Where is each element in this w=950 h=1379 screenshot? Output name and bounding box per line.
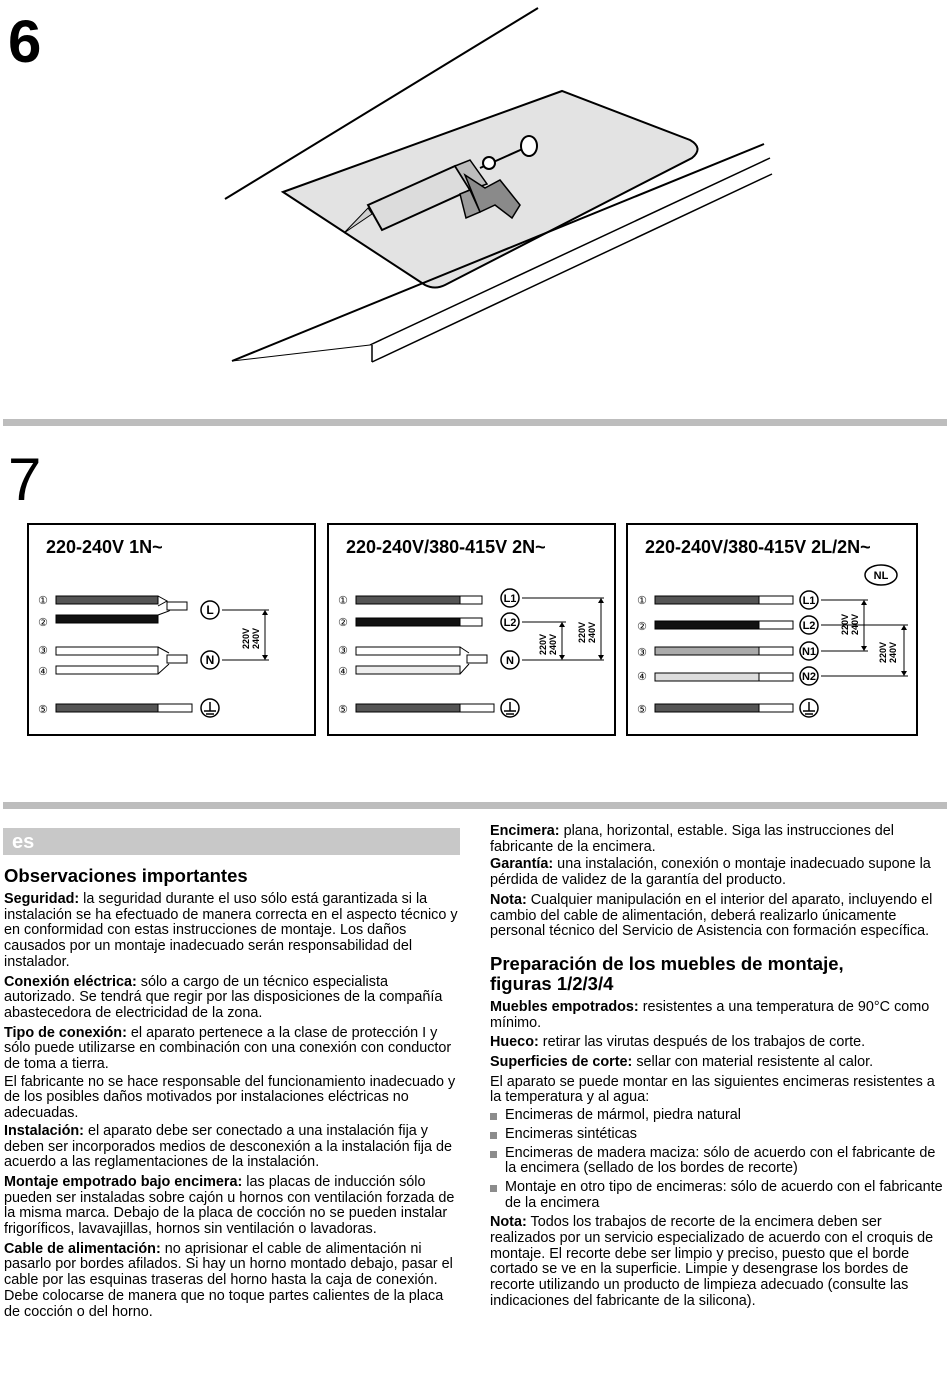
panel-title: 220-240V/380-415V 2N~	[346, 537, 546, 557]
svg-text:220V240V: 220V240V	[878, 641, 898, 663]
paragraph-garantia: Garantía: una instalación, conexión o montaje inadecuado supone la pérdida de validez de la garantía del producto.	[490, 856, 931, 889]
svg-text:N: N	[506, 655, 514, 667]
list-item: Encimeras de madera maciza: sólo de acuerdo con el fabricante de la encimera (sellado de los bordes de recorte)	[490, 1146, 945, 1177]
wire-marker-3: ③	[38, 644, 48, 657]
figure-7-number: 7	[8, 446, 42, 513]
wire-marker-4: ④	[38, 665, 48, 678]
svg-text:N1: N1	[801, 646, 817, 658]
wiring-panel-1n	[27, 523, 316, 736]
panel-title: 220-240V 1N~	[46, 537, 163, 557]
paragraph-montaje: Montaje empotrado bajo encimera: las placas de inducción sólo pueden ser instaladas sobre cajón u hornos con ventilación forzada de la misma marca. Debajo de la placa de cocción no se pueden instalar frigoríficos, lavavajillas, hornos sin ventilación o lavadoras.	[4, 1173, 455, 1238]
wire-marker-3: ③	[338, 644, 348, 657]
paragraph-conexion: Conexión eléctrica: sólo a cargo de un técnico especialista autorizado. Se tendrá que regir por las disposiciones de la compañía abastecedora de electricidad de la zona.	[4, 973, 443, 1021]
paragraph-nota-recorte: Nota: Todos los trabajos de recorte de la encimera deben ser realizados por un servicio especializado de acuerdo con el croquis de montaje. El recorte debe ser limpio y preciso, puesto que el borde cortado se ve en la superficie. Limpie y desengrase los bordes de recorte utilizando un producto de limpieza adecuado (consulte las indicaciones del fabricante de la silicona).	[490, 1214, 934, 1309]
language-tab	[3, 828, 460, 855]
svg-text:L2: L2	[503, 617, 517, 629]
wire-marker-5: ⑤	[637, 703, 647, 716]
panel-title: 220-240V/380-415V 2L/2N~	[645, 537, 871, 557]
wire-marker-4: ④	[637, 670, 647, 683]
wiring-diagram-2n	[329, 525, 618, 738]
wire-marker-1: ①	[38, 594, 48, 607]
paragraph-muebles: Muebles empotrados: resistentes a una temperatura de 90°C como mínimo.	[490, 998, 930, 1031]
wire-marker-1: ①	[338, 594, 348, 607]
svg-text:L2: L2	[802, 620, 816, 632]
wiring-diagram-1n	[29, 525, 318, 738]
figure-6-number: 6	[8, 8, 42, 75]
paragraph-encimeras-intro: El aparato se puede montar en las siguientes encimeras resistentes a la temperatura y al agua:	[490, 1073, 935, 1106]
svg-text:N: N	[205, 653, 215, 667]
list-item: Montaje en otro tipo de encimeras: sólo de acuerdo con el fabricante de la encimera	[490, 1180, 945, 1211]
wire-marker-1: ①	[637, 594, 647, 607]
paragraph-tipo-conexion: Tipo de conexión: el aparato pertenece a la clase de protección I y sólo puede utilizarse en combinación con una conexión con conductor de toma a tierra.	[4, 1024, 452, 1073]
svg-text:220V240V: 220V240V	[538, 633, 558, 655]
paragraph-cable: Cable de alimentación: no aprisionar el cable de alimentación ni pasarlo por bordes afilados. Si hay un horno montado debajo, pasar el cable por las esquinas traseras del horno hasta la caja de conexión. Debe colocarse de manera que no toque partes calientes de la placa de cocción o del horno.	[4, 1240, 453, 1320]
paragraph-fabricante: El fabricante no se hace responsable del funcionamiento inadecuado y de los posibles daños motivados por instalaciones eléctricas no adecuadas.	[4, 1073, 456, 1122]
paragraph-hueco: Hueco: retirar las virutas después de los trabajos de corte.	[490, 1034, 866, 1051]
section-divider	[3, 419, 947, 426]
svg-text:L1: L1	[802, 595, 816, 607]
svg-text:220V240V: 220V240V	[840, 613, 860, 635]
svg-text:220V240V: 220V240V	[577, 621, 597, 643]
countertop-list	[490, 1108, 945, 1211]
wiring-panel-2n	[327, 523, 616, 736]
wire-marker-5: ⑤	[38, 703, 48, 716]
list-item: Encimeras de mármol, piedra natural	[490, 1108, 945, 1124]
paragraph-instalacion: Instalación: el aparato debe ser conectado a una instalación fija y deben ser incorporados medios de desconexión a la instalación fija de acuerdo a las reglamentaciones de la instalación.	[4, 1122, 452, 1171]
language-code: es	[12, 831, 35, 853]
svg-text:L1: L1	[503, 593, 517, 605]
wire-marker-4: ④	[338, 665, 348, 678]
voltage-label: 220V240V	[241, 627, 261, 649]
wire-marker-2: ②	[338, 616, 348, 629]
section-heading: Preparación de los muebles de montaje, figuras 1/2/3/4	[490, 952, 844, 994]
paragraph-encimera: Encimera: plana, horizontal, estable. Siga las instrucciones del fabricante de la encimera.	[490, 823, 894, 855]
list-item: Encimeras sintéticas	[490, 1127, 945, 1143]
wire-marker-3: ③	[637, 646, 647, 659]
svg-text:NL: NL	[873, 570, 889, 582]
paragraph-nota: Nota: Cualquier manipulación en el interior del aparato, incluyendo el cambio del cable de alimentación, deberá realizarlo únicamente personal técnico del Servicio de Asistencia con formación específica.	[490, 891, 933, 940]
wire-marker-5: ⑤	[338, 703, 348, 716]
wire-marker-2: ②	[637, 620, 647, 633]
svg-text:L: L	[206, 603, 214, 617]
wire-marker-2: ②	[38, 616, 48, 629]
section-divider	[3, 802, 947, 809]
paragraph-superficies: Superficies de corte: sellar con material resistente al calor.	[490, 1054, 874, 1071]
svg-text:N2: N2	[801, 671, 817, 683]
left-column	[4, 866, 462, 1324]
right-column	[490, 824, 945, 1314]
paragraph-seguridad: Seguridad: la seguridad durante el uso sólo está garantizada si la instalación se ha efectuado de manera correcta en el aspecto técnico y en conformidad con estas instrucciones de montaje. Los daños causados por un montaje inadecuado serán responsabilidad del instalador.	[4, 891, 458, 970]
figure-6-illustration	[0, 0, 950, 420]
section-heading: Observaciones importantes	[4, 865, 248, 886]
wiring-diagram-2l2n	[628, 525, 920, 738]
wiring-panel-2l2n	[626, 523, 918, 736]
